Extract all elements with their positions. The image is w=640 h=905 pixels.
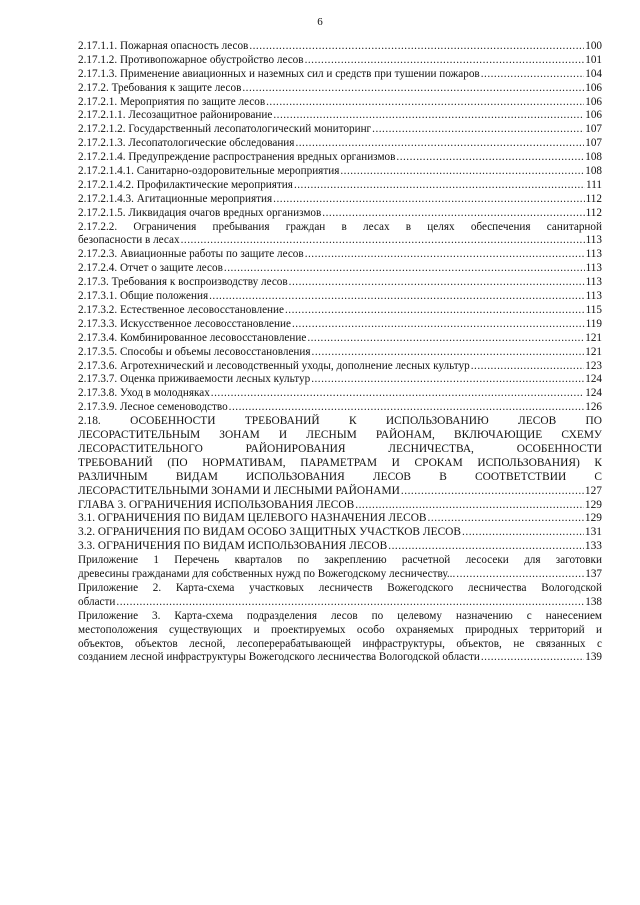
toc-entry[interactable] [78, 373, 602, 387]
dot-leader [428, 512, 584, 526]
toc-entry-text-line: РАЗЛИЧНЫМ ВИДАМ ИСПОЛЬЗОВАНИЯ ЛЕСОВ В СООТВЕТСТВИИ С [78, 470, 602, 483]
toc-entry-text-line: ТРЕБОВАНИЙ (ПО НОРМАТИВАМ, ПАРАМЕТРАМ И СРОКАМ ИСПОЛЬЗОВАНИЯ) К [78, 456, 602, 469]
toc-entry-label: 2.17.2.1.4.2. Профилактические мероприятия [78, 178, 293, 191]
toc-entry-text-line: объектов, объектов лесной, лесоперерабатывающей инфраструктуры, объектов, не связанных с [78, 637, 602, 650]
dot-leader [481, 68, 585, 82]
toc-entry[interactable] [78, 290, 602, 304]
toc-entry-label: 2.17.3.7. Оценка приживаемости лесных культур [78, 373, 311, 386]
dot-leader [273, 193, 584, 207]
toc-page-number: 112 [585, 192, 602, 205]
toc-entry[interactable] [78, 82, 602, 96]
toc-page-number: 138 [585, 595, 602, 608]
toc-page-number: 108 [585, 165, 602, 177]
toc-entry-text-line: ЛЕСОРАСТИТЕЛЬНЫМ ЗОНАМ И ЛЕСНЫМ РАЙОНАМ, ВКЛЮЧАЮЩИЕ СХЕМУ [78, 428, 602, 441]
toc-entry[interactable] [78, 54, 602, 68]
toc-entry-label: 2.17.2.1. Мероприятия по защите лесов [78, 95, 266, 108]
toc-entry-appendix-1[interactable] [78, 554, 602, 582]
dot-leader [305, 248, 585, 262]
toc-entry-appendix-3[interactable] [78, 610, 602, 666]
toc-entry[interactable] [78, 387, 602, 401]
toc-entry[interactable] [78, 512, 602, 526]
dot-leader [305, 54, 585, 68]
toc-page-number: 139 [585, 651, 602, 664]
toc-entry[interactable] [78, 207, 602, 221]
toc-entry-label: ГЛАВА 3. ОГРАНИЧЕНИЯ ИСПОЛЬЗОВАНИЯ ЛЕСОВ [78, 498, 355, 511]
toc-entry-label: 2.17.1.2. Противопожарное обустройство лесов [78, 53, 304, 66]
toc-entry-label: 2.17.2.1.3. Лесопатологические обследования [78, 137, 295, 150]
dot-leader [481, 651, 584, 665]
toc-page-number: 113 [585, 248, 602, 261]
toc-entry-label: 2.17.2.1.4.3. Агитационные мероприятия [78, 192, 273, 205]
toc-entry-2-18[interactable] [78, 415, 602, 498]
toc-entry-label: 2.17.3.6. Агротехнический и лесоводственный уходы, дополнение лесных культур [78, 359, 470, 372]
toc-entry[interactable] [78, 499, 602, 513]
dot-leader [242, 82, 584, 96]
toc-entry-text-line: местоположения существующих и проектируемых особо охраняемых природных территорий и [78, 623, 602, 636]
toc-page-number: 124 [585, 387, 602, 400]
toc-entry-label: 3.1. ОГРАНИЧЕНИЯ ПО ВИДАМ ЦЕЛЕВОГО НАЗНАЧЕНИЯ ЛЕСОВ [78, 512, 427, 525]
toc-page-number: 113 [585, 290, 602, 303]
toc-entry[interactable] [78, 332, 602, 346]
toc-entry-text-line: 2.18. ОСОБЕННОСТИ ТРЕБОВАНИЙ К ИСПОЛЬЗОВАНИЮ ЛЕСОВ ПО [78, 415, 602, 428]
toc-entry-label: 2.17.3.8. Уход в молодняках [78, 387, 210, 400]
toc-list-reproduction [78, 248, 602, 415]
toc-page-number: 124 [585, 373, 602, 386]
dot-leader [396, 151, 584, 165]
dot-leader [224, 262, 585, 276]
dot-leader [273, 109, 584, 123]
toc-entry[interactable] [78, 68, 602, 82]
toc-page-number: 100 [585, 40, 602, 52]
toc-entry-text-line: Приложение 2. Карта-схема участковых лесничеств Вожегодского лесничества Вологодской [78, 581, 602, 594]
toc-page-number: 121 [585, 331, 602, 344]
toc-page-number: 106 [585, 109, 602, 122]
toc-entry[interactable] [78, 96, 602, 110]
toc-entry-text-line: ЛЕСОРАСТИТЕЛЬНЫМИ ЗОНАМИ И ЛЕСНЫМИ РАЙОНАМИ [78, 484, 400, 497]
dot-leader [311, 373, 584, 387]
dot-leader [209, 290, 585, 304]
dot-leader [249, 40, 584, 54]
dot-leader [312, 346, 585, 360]
toc-entry[interactable] [78, 540, 602, 554]
dot-leader [292, 318, 585, 332]
toc-entry[interactable] [78, 318, 602, 332]
toc-entry[interactable] [78, 40, 602, 54]
toc-entry-text-line: Приложение 3. Карта-схема подразделения лесов по целевому назначению с нанесением [78, 609, 602, 622]
toc-entry-appendix-2[interactable] [78, 582, 602, 610]
toc-page-number: 113 [585, 276, 602, 289]
toc-entry-label: 2.17.2. Требования к защите лесов [78, 81, 242, 94]
toc-page-number: 131 [584, 526, 602, 539]
toc-page-number: 123 [585, 359, 602, 372]
toc-entry[interactable] [78, 304, 602, 318]
toc-entry-label: 2.17.2.1.4.1. Санитарно-оздоровительные мероприятия [78, 165, 340, 177]
toc-entry-label: 2.17.3.5. Способы и объемы лесовосстановления [78, 345, 311, 358]
toc-page-number: 107 [585, 123, 602, 136]
toc-entry-label: 2.17.3.3. Искусственное лесовосстановление [78, 317, 291, 330]
toc-entry[interactable] [78, 165, 602, 179]
toc-page-number: 126 [585, 401, 602, 414]
toc-entry-label: 2.17.1.3. Применение авиационных и наземных сил и средств при тушении пожаров [78, 67, 480, 80]
dot-leader [456, 568, 584, 582]
toc-entry-label: 2.17.2.1.2. Государственный лесопатологический мониторинг [78, 123, 372, 136]
toc-entry-label: 2.17.3. Требования к воспроизводству лесов [78, 276, 288, 289]
toc-entry[interactable] [78, 360, 602, 374]
dot-leader [285, 304, 585, 318]
toc-entry-label: 2.17.3.1. Общие положения [78, 290, 209, 303]
toc-page-number: 119 [585, 317, 602, 330]
toc-entry-label: 3.2. ОГРАНИЧЕНИЯ ПО ВИДАМ ОСОБО ЗАЩИТНЫХ УЧАСТКОВ ЛЕСОВ [78, 526, 461, 539]
toc-entry-label: 2.17.2.3. Авиационные работы по защите лесов [78, 248, 304, 261]
table-of-contents [78, 40, 602, 665]
toc-list-chapter-3 [78, 499, 602, 555]
dot-leader [295, 137, 584, 151]
toc-page-number: 113 [585, 234, 602, 247]
toc-page-number: 129 [584, 498, 602, 511]
toc-page-number: 121 [585, 345, 602, 358]
toc-entry-text-line: области [78, 595, 116, 608]
dot-leader [211, 387, 584, 401]
dot-leader [355, 499, 584, 513]
toc-entry-text-line: безопасности в лесах [78, 234, 180, 247]
dot-leader [471, 360, 585, 374]
dot-leader [340, 165, 584, 179]
toc-entry[interactable] [78, 179, 602, 193]
toc-page-number: 129 [584, 512, 602, 525]
toc-entry-text-line: Приложение 1 Перечень кварталов по закреплению расчетной лесосеки для заготовки [78, 554, 602, 567]
toc-entry-label: 2.17.2.1.1. Лесозащитное районирование [78, 109, 273, 122]
toc-entry[interactable] [78, 262, 602, 276]
toc-entry-text-line: ЛЕСОРАСТИТЕЛЬНОГО РАЙОНИРОВАНИЯ ЛЕСНИЧЕСТВА, ОСОБЕННОСТИ [78, 442, 602, 455]
toc-entry[interactable] [78, 151, 602, 165]
toc-entry[interactable] [78, 137, 602, 151]
toc-entry-label: 2.17.3.4. Комбинированное лесовосстановление [78, 331, 307, 344]
page-number: 6 [317, 16, 323, 28]
dot-leader [229, 401, 585, 415]
toc-entry-label: 2.17.1.1. Пожарная опасность лесов [78, 40, 249, 52]
toc-entry-label: 2.17.2.1.5. Ликвидация очагов вредных организмов [78, 206, 322, 219]
toc-page-number: 106 [585, 81, 602, 94]
toc-entry-label: 2.17.3.9. Лесное семеноводство [78, 401, 228, 414]
toc-page-number: 101 [585, 53, 602, 66]
dot-leader [181, 234, 585, 248]
toc-entry-label: 3.3. ОГРАНИЧЕНИЯ ПО ВИДАМ ИСПОЛЬЗОВАНИЯ ЛЕСОВ [78, 540, 388, 553]
toc-page-number: 107 [585, 137, 602, 150]
toc-entry-label: 2.17.2.4. Отчет о защите лесов [78, 262, 223, 275]
toc-entry-text-line: древесины гражданами для собственных нужд по Вожегодскому лесничеству... [78, 567, 456, 580]
dot-leader [462, 526, 584, 540]
toc-entry[interactable] [78, 123, 602, 137]
toc-entry-text-line: 2.17.2.2. Ограничения пребывания граждан в лесах в целях обеспечения санитарной [78, 220, 602, 233]
dot-leader [401, 485, 584, 499]
toc-entry[interactable] [78, 401, 602, 415]
dot-leader [372, 123, 584, 137]
toc-entry-2-17-2-2[interactable] [78, 221, 602, 249]
toc-entry[interactable] [78, 248, 602, 262]
toc-page-number: 133 [584, 540, 602, 553]
toc-entry-label: 2.17.2.1.4. Предупреждение распространения вредных организмов [78, 151, 396, 164]
toc-entry[interactable] [78, 346, 602, 360]
toc-entry[interactable] [78, 276, 602, 290]
toc-page-number: 112 [585, 206, 602, 219]
toc-entry[interactable] [78, 526, 602, 540]
toc-list-forest-protection [78, 40, 602, 221]
dot-leader [307, 332, 584, 346]
dot-leader [322, 207, 584, 221]
dot-leader [266, 96, 584, 110]
toc-entry[interactable] [78, 109, 602, 123]
toc-page-number: 108 [585, 151, 602, 164]
toc-page-number: 137 [585, 567, 602, 580]
toc-entry-text-line: созданием лесной инфраструктуры Вожегодского лесничества Вологодской области [78, 651, 480, 664]
toc-entry[interactable] [78, 193, 602, 207]
toc-page-number: 127 [584, 484, 602, 497]
dot-leader [294, 179, 585, 193]
toc-page-number: 113 [585, 262, 602, 275]
toc-page-number: 106 [585, 95, 602, 108]
toc-page-number: 104 [585, 67, 602, 80]
dot-leader [289, 276, 585, 290]
dot-leader [388, 540, 584, 554]
toc-entry-label: 2.17.3.2. Естественное лесовосстановление [78, 303, 284, 316]
dot-leader [116, 596, 584, 610]
toc-page-number: 115 [585, 303, 602, 316]
toc-page-number: 111 [586, 178, 602, 191]
